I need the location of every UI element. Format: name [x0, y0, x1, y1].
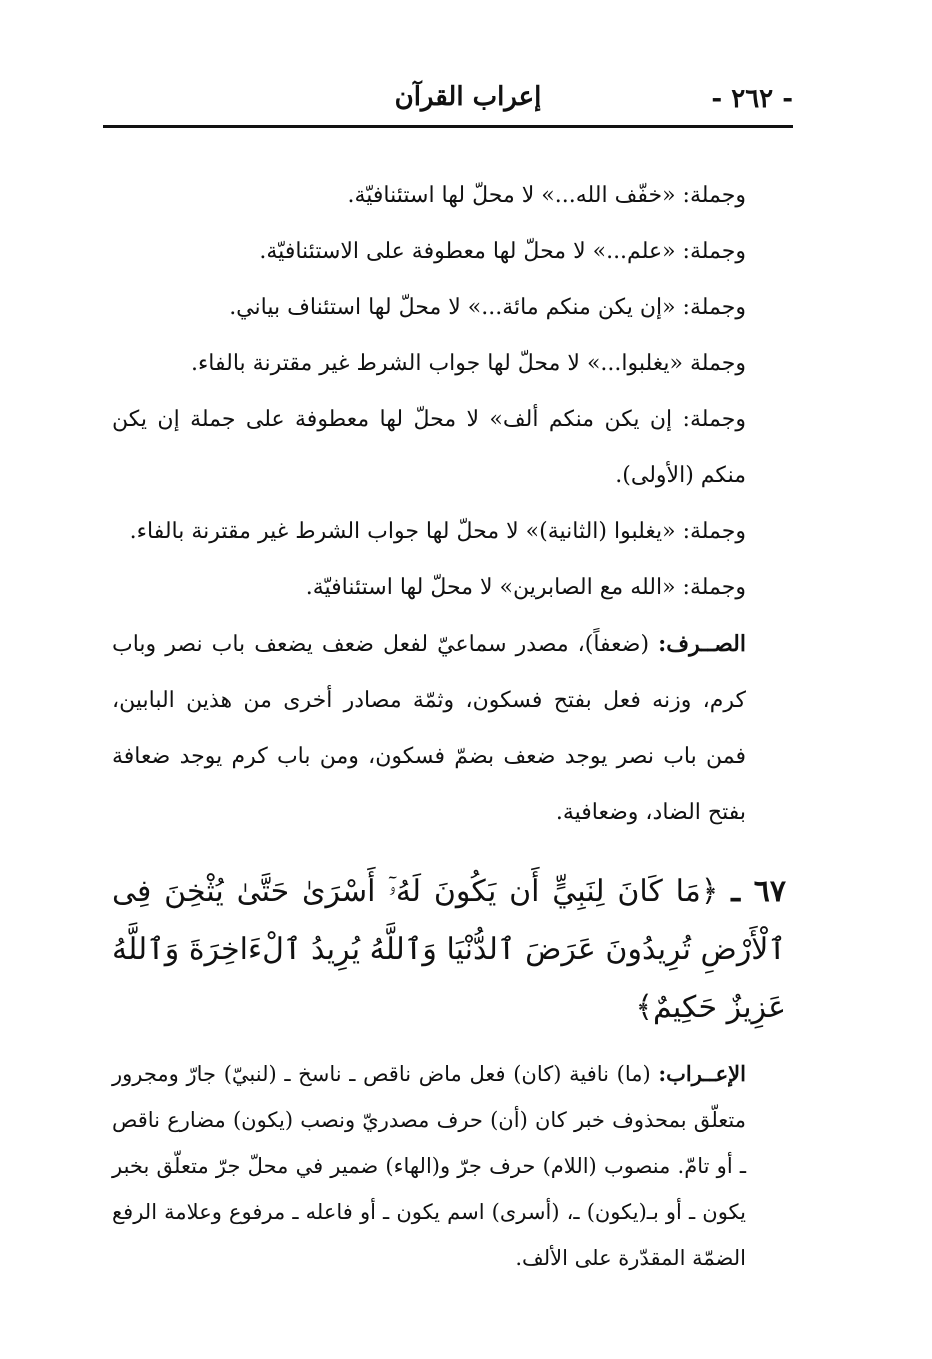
sentence-line-2: وجملة: «علم...» لا محلّ لها معطوفة على الاستئنافيّة.: [259, 239, 746, 264]
verse-text: ﴿مَا كَانَ لِنَبِيٍّ أَن يَكُونَ لَهُۥٓ أَسْرَىٰ حَتَّىٰ يُثْخِنَ فِى ٱلْأَرْضِ تُرِيدُونَ عَرَضَ ٱلدُّنْيَا وَٱللَّهُ يُرِيدُ ٱلْءَاخِرَةَ وَٱللَّهُ عَزِيزٌ حَكِيمٌ﴾: [112, 874, 786, 1025]
sentence-line-5: وجملة: إن يكن منكم ألف» لا محلّ لها معطوفة على جملة إن يكن منكم (الأولى).: [112, 407, 746, 488]
header-rule: [103, 125, 793, 128]
page-number: - ٢٦٢ -: [711, 84, 793, 114]
irab-text: (ما) نافية (كان) فعل ماض ناقص ـ ناسخ ـ (لنبيّ) جارّ ومجرور متعلّق بمحذوف خبر كان (أن) حرف مصدريّ ونصب (يكون) مضارع ناقص ـ أو تامّ. منصوب (اللام) حرف جرّ و(الهاء) ضمير في محلّ جرّ متعلّق بخبر يكون ـ أو بـ(يكون) ـ، (أسرى) اسم يكون ـ أو فاعله ـ مرفوع وعلامة الرفع الضمّة المقدّرة على الألف.: [112, 1062, 746, 1270]
sarf-paragraph: [112, 616, 786, 841]
book-title: إعراب القرآن: [394, 82, 542, 112]
page-header: [103, 78, 793, 126]
sentence-line-6: وجملة: «يغلبوا (الثانية)» لا محلّ لها جواب الشرط غير مقترنة بالفاء.: [129, 519, 746, 544]
sentence-line-1: وجملة: «خفّف الله...» لا محلّ لها استئنافيّة.: [347, 183, 746, 208]
sentence-line-3: وجملة: «إن يكن منكم مائة...» لا محلّ لها استئناف بياني.: [229, 295, 746, 320]
irab-label: الإعــراب:: [658, 1061, 746, 1086]
quran-verse: [112, 863, 786, 1037]
sentence-line-7: وجملة: «الله مع الصابرين» لا محلّ لها استئنافيّة.: [305, 575, 746, 600]
sentence-line-4: وجملة «يغلبوا...» لا محلّ لها جواب الشرط غير مقترنة بالفاء.: [190, 351, 746, 376]
page-body: [112, 168, 786, 1281]
sarf-label: الصــرف:: [658, 631, 746, 657]
verse-number: ٦٧ ـ: [731, 874, 786, 909]
sarf-text: (ضعفاً)، مصدر سماعيّ لفعل ضعف يضعف باب نصر وباب كرم، وزنه فعل بفتح فسكون، وثمّة مصادر أخرى من هذين البابين، فمن باب نصر يوجد ضعف بضمّ فسكون، ومن باب كرم يوجد ضعافة بفتح الضاد، وضعافية.: [112, 632, 746, 825]
irab-paragraph: [112, 1051, 786, 1281]
